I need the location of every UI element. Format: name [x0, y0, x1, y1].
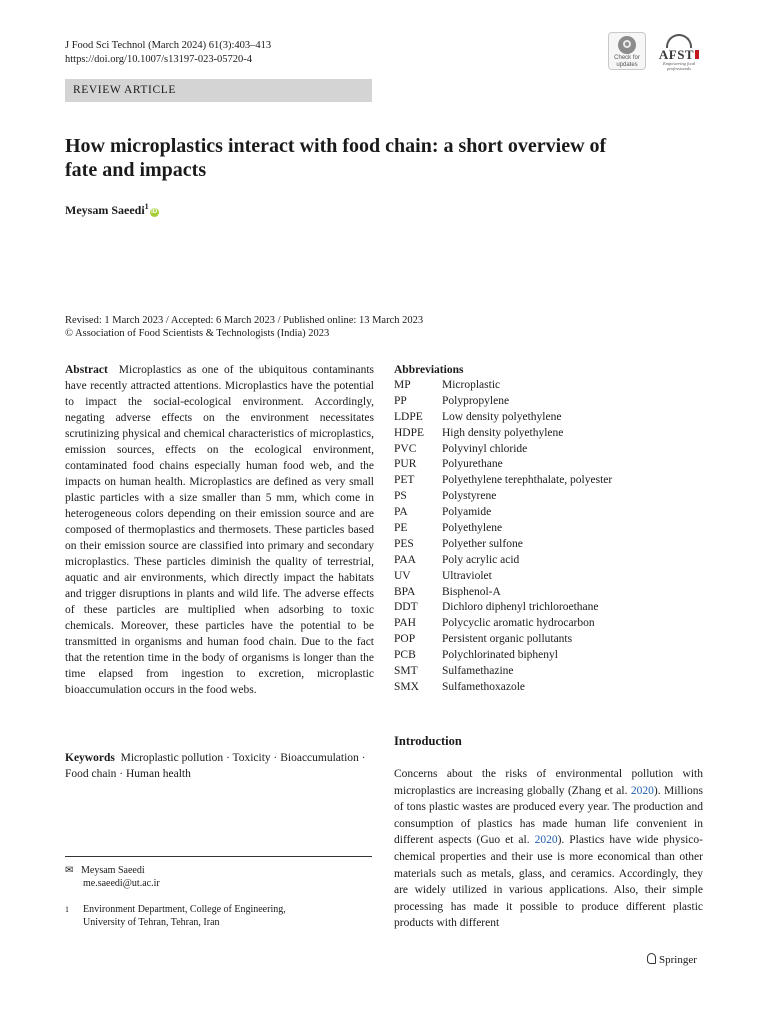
- abbreviation-row: [394, 553, 612, 569]
- introduction-text: [394, 766, 703, 932]
- publication-dates: [65, 314, 423, 340]
- abbreviation-term: DDT: [394, 601, 418, 614]
- abbreviation-row: [394, 664, 612, 680]
- abbreviation-term: PAH: [394, 617, 416, 630]
- abstract-text: Microplastics as one of the ubiquitous contaminants have recently attracted attentions. Microplastics have the potential to impact the social-ecological environment. Accordingly, negating adverse effects on the environment necessitates scrutinizing physical and chemical characteristics of microplastics, emission sources, effects on the ecological environment, contaminated food chains especially human food web, and the impacts on human health. Microplastics are defined as very small plastic particles with a size smaller than 5 mm, which come in heterogeneous colors depending on their emission source and are composed of thermoplastics and thermosets. These particles based on their emission source are classified into primary and secondary microplastics. These particles diminish the quality of terrestrial, aquatic and air environments, which directly impact the habitats and trigger disruptions in plants and wild life. The adverse effects of these particles are multiplied when adsorbing to toxic chemicals. Moreover, these particles have the potential to be transmitted in organisms and human food chain. Due to the fact that the retention time in the body of organisms is longer than the time elapsed from ingestion to excretion, microplastic bioaccumulation occurs in the food webs.: [65, 364, 375, 696]
- affiliation-number: 1: [65, 905, 69, 914]
- copyright-line: © Association of Food Scientists & Technologists (India) 2023: [65, 328, 330, 339]
- citation-link[interactable]: 2020: [630, 784, 654, 797]
- society-logo: [654, 34, 704, 70]
- check-badge-line1: Check for: [614, 55, 640, 61]
- abbreviation-term: PAA: [394, 553, 416, 566]
- abbreviation-row: [394, 489, 612, 505]
- abbreviation-row: [394, 378, 612, 394]
- correspondence-name: Meysam Saeedi: [81, 865, 145, 876]
- abbreviation-term: SMT: [394, 665, 418, 678]
- check-for-updates-button[interactable]: [608, 32, 646, 70]
- intro-part2: ). Millions of tons plastic wastes are produced every year. The production and consumption of plastics has made human life convenient in different aspects (Guo et al.: [394, 784, 703, 847]
- publisher-name: Springer: [659, 954, 697, 966]
- abbreviation-term: PES: [394, 537, 414, 550]
- abbreviation-definition: Polyether sulfone: [442, 537, 523, 550]
- author-name[interactable]: Meysam Saeedi: [65, 203, 145, 217]
- abbreviation-definition: Polyvinyl chloride: [442, 442, 528, 455]
- springer-horse-icon: [647, 953, 656, 964]
- abbreviation-definition: Polyurethane: [442, 458, 503, 471]
- abbreviation-term: LDPE: [394, 410, 423, 423]
- intro-part1: Concerns about the risks of environmental pollution with microplastics are increasing globally (Zhang et al.: [394, 768, 703, 797]
- abbreviation-definition: Sulfamethazine: [442, 665, 514, 678]
- keywords: [65, 750, 374, 782]
- abbreviations-list: [394, 378, 612, 696]
- abbreviation-row: [394, 442, 612, 458]
- society-emblem-icon: [666, 34, 692, 48]
- abbreviation-definition: Microplastic: [442, 379, 501, 391]
- society-logo-text: AFST: [658, 47, 695, 62]
- abbreviation-term: PUR: [394, 458, 417, 471]
- article-title: How microplastics interact with food chain: a short overview of fate and impacts: [65, 135, 607, 181]
- society-logo-tagline: Empowering food professionals: [662, 61, 696, 71]
- abbreviation-definition: Poly acrylic acid: [442, 553, 520, 566]
- keywords-label: Keywords: [65, 752, 115, 764]
- abbreviation-row: [394, 410, 612, 426]
- abbreviation-definition: High density polyethylene: [442, 426, 564, 439]
- abbreviation-row: [394, 585, 612, 601]
- orcid-icon[interactable]: iD: [151, 209, 158, 215]
- abbreviation-row: [394, 537, 612, 553]
- abbreviation-definition: Polystyrene: [442, 490, 497, 503]
- abbreviation-term: PS: [394, 490, 407, 503]
- abbreviation-term: PA: [394, 506, 408, 519]
- abbreviation-row: [394, 394, 612, 410]
- abbreviation-term: HDPE: [394, 426, 425, 439]
- abbreviation-definition: Bisphenol-A: [442, 585, 501, 598]
- intro-part3: ). Plastics have wide physico-chemical properties and their use is more economical than other materials such as metals, glass, and ceramics. Accordingly, they are widely utilized in various applications. Also, their simple processing has made it possible to produce different plastic products with different: [394, 834, 703, 930]
- abbreviation-definition: Polychlorinated biphenyl: [442, 649, 558, 662]
- abbreviation-term: PET: [394, 474, 415, 487]
- journal-header: [65, 39, 271, 67]
- affiliation-line2: University of Tehran, Tehran, Iran: [83, 917, 220, 928]
- abbreviation-definition: Polyamide: [442, 506, 492, 519]
- abbreviations-heading: Abbreviations: [394, 364, 464, 376]
- introduction-heading: Introduction: [394, 734, 462, 748]
- abbreviation-definition: Dichloro diphenyl trichloroethane: [442, 601, 599, 614]
- check-badge-line2: updates: [616, 62, 638, 68]
- abstract-label: Abstract: [65, 364, 108, 376]
- abbreviation-row: [394, 521, 612, 537]
- abbreviation-term: PVC: [394, 442, 417, 455]
- abbreviation-definition: Low density polyethylene: [442, 410, 562, 423]
- abbreviation-definition: Polyethylene: [442, 522, 503, 535]
- doi-link[interactable]: https://doi.org/10.1007/s13197-023-05720-4: [65, 54, 253, 65]
- abbreviation-row: [394, 569, 612, 585]
- author-affiliation-mark[interactable]: 1: [144, 202, 149, 211]
- publisher-logo: [647, 953, 697, 966]
- check-updates-icon: [618, 36, 636, 54]
- abbreviation-row: [394, 600, 612, 616]
- abbreviation-term: PP: [394, 394, 407, 407]
- journal-citation: J Food Sci Technol (March 2024) 61(3):403–413: [65, 40, 272, 51]
- abbreviation-term: POP: [394, 633, 416, 646]
- abbreviation-row: [394, 648, 612, 664]
- affiliation: [65, 903, 286, 929]
- abbreviation-row: [394, 632, 612, 648]
- abbreviation-definition: Polypropylene: [442, 394, 510, 407]
- abbreviation-definition: Persistent organic pollutants: [442, 633, 573, 646]
- abbreviation-definition: Sulfamethoxazole: [442, 680, 526, 693]
- abbreviation-row: [394, 616, 612, 632]
- dates-line: Revised: 1 March 2023 / Accepted: 6 March 2023 / Published online: 13 March 2023: [65, 315, 424, 326]
- abbreviation-row: [394, 680, 612, 696]
- abbreviation-term: UV: [394, 569, 411, 582]
- abbreviation-row: [394, 457, 612, 473]
- correspondence-email[interactable]: me.saeedi@ut.ac.ir: [83, 878, 160, 889]
- author-line: [65, 202, 159, 218]
- abbreviation-term: PCB: [394, 649, 416, 662]
- correspondence: [65, 864, 160, 890]
- envelope-icon: ✉: [65, 865, 74, 876]
- abbreviation-definition: Polyethylene terephthalate, polyester: [442, 474, 613, 487]
- abbreviation-term: MP: [394, 379, 411, 391]
- abstract: [65, 362, 374, 698]
- article-type-banner: REVIEW ARTICLE: [65, 79, 372, 102]
- header-logos: [608, 32, 704, 72]
- abbreviation-definition: Ultraviolet: [442, 569, 492, 582]
- abbreviation-row: [394, 426, 612, 442]
- footnote-divider: [65, 856, 372, 857]
- abbreviation-term: PE: [394, 522, 408, 535]
- abbreviation-definition: Polycyclic aromatic hydrocarbon: [442, 617, 595, 630]
- affiliation-line1: Environment Department, College of Engineering,: [83, 904, 286, 915]
- keywords-text: Microplastic pollution · Toxicity · Bioaccumulation · Food chain · Human health: [65, 752, 366, 780]
- abbreviation-term: BPA: [394, 585, 416, 598]
- abbreviation-row: [394, 505, 612, 521]
- citation-link[interactable]: 2020: [534, 834, 558, 847]
- abbreviation-row: [394, 473, 612, 489]
- abbreviation-term: SMX: [394, 680, 419, 693]
- society-logo-accent: [695, 50, 699, 59]
